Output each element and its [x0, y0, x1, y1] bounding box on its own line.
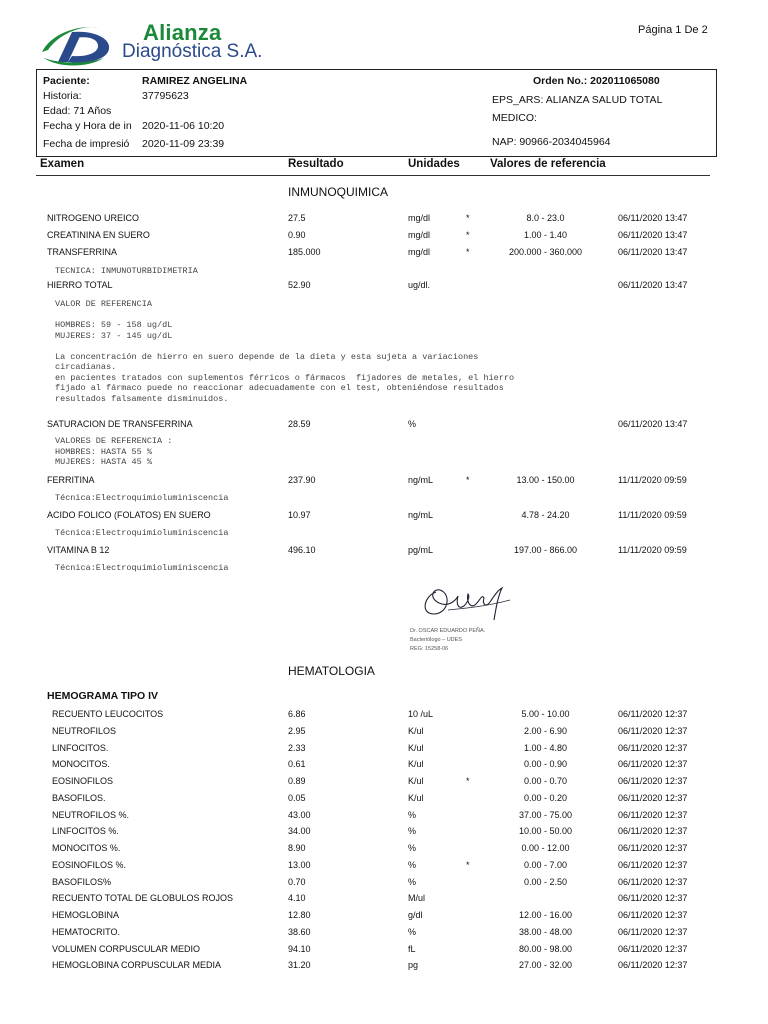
- exam-result: 27.5: [288, 213, 306, 223]
- table-row: [0, 545, 768, 559]
- exam-result: 13.00: [288, 859, 311, 870]
- exam-unit: fL: [408, 943, 416, 954]
- table-row: [0, 877, 768, 891]
- exam-unit: 10 /uL: [408, 709, 434, 719]
- exam-unit: mg/dl: [408, 247, 431, 257]
- eps-ars: EPS_ARS: ALIANZA SALUD TOTAL: [492, 94, 663, 106]
- exam-unit: ng/mL: [408, 475, 434, 485]
- exam-result: 6.86: [288, 709, 306, 719]
- reference-range: 10.00 - 50.00: [518, 826, 573, 837]
- historia-value: 37795623: [142, 90, 189, 102]
- result-date: 06/11/2020 13:47: [618, 419, 688, 429]
- exam-result: 2.33: [288, 742, 306, 753]
- col-examen: Examen: [40, 158, 85, 170]
- table-row: [0, 776, 768, 790]
- signature-name: Dr. OSCAR EDUARDO PEÑA.: [410, 628, 486, 634]
- table-row: [0, 419, 768, 433]
- table-row: [0, 759, 768, 773]
- exam-unit: K/ul: [408, 742, 424, 753]
- reference-range: 0.00 - 2.50: [523, 876, 568, 887]
- reference-range: 0.00 - 12.00: [521, 843, 570, 853]
- exam-result: 8.90: [288, 843, 306, 853]
- exam-name: EOSINOFILOS: [52, 776, 114, 786]
- exam-name: NEUTROFILOS %.: [52, 809, 130, 820]
- exam-result: 0.70: [288, 876, 306, 887]
- result-date: 06/11/2020 12:37: [618, 826, 688, 837]
- result-date: 11/11/2020 09:59: [618, 510, 687, 520]
- exam-result: 38.60: [288, 926, 311, 937]
- result-date: 06/11/2020 12:37: [618, 843, 688, 853]
- exam-unit: pg: [408, 960, 419, 971]
- orden-number: Orden No.: 202011065080: [533, 75, 660, 87]
- abnormal-flag: *: [466, 247, 470, 257]
- reference-range: 0.00 - 7.00: [523, 859, 568, 870]
- label-fecha-ingreso: Fecha y Hora de in: [43, 120, 132, 132]
- abnormal-flag: *: [466, 776, 470, 786]
- exam-result: 12.80: [288, 910, 311, 920]
- signature-icon: [418, 580, 518, 625]
- exam-name: HEMOGLOBINA: [52, 910, 120, 920]
- exam-unit: K/ul: [408, 776, 424, 786]
- section-hematologia: HEMATOLOGIA: [288, 664, 375, 678]
- table-row: [0, 475, 768, 489]
- note-hierro: VALOR DE REFERENCIA HOMBRES: 59 - 158 ug/dL MUJERES: 37 - 145 ug/dL La concentración de hierro en suero depende de la dieta y esta sujeta a variaciones circadianas. en pacientes tratados con suplementos férricos o fármacos fijadores de metales, el hierro fijado al fármaco puede no reaccionar adecuadamente con el test, obteniéndose resultados resultados falsamente disminuidos.: [55, 299, 515, 404]
- col-unidades: Unidades: [408, 158, 460, 170]
- exam-unit: %: [408, 876, 417, 887]
- result-date: 06/11/2020 12:37: [618, 742, 688, 753]
- exam-unit: M/ul: [408, 893, 426, 904]
- result-date: 06/11/2020 13:47: [618, 247, 688, 257]
- reference-range: 37.00 - 75.00: [518, 809, 573, 820]
- exam-name: SATURACION DE TRANSFERRINA: [47, 419, 193, 429]
- exam-name: EOSINOFILOS %.: [52, 859, 127, 870]
- exam-name: TRANSFERRINA: [47, 247, 118, 257]
- exam-result: 185.000: [288, 247, 321, 257]
- exam-name: MONOCITOS.: [52, 759, 110, 770]
- result-date: 11/11/2020 09:59: [618, 475, 687, 485]
- result-date: 06/11/2020 12:37: [618, 709, 688, 719]
- reference-range: 80.00 - 98.00: [518, 943, 573, 954]
- table-row: [0, 709, 768, 723]
- label-paciente: Paciente:: [43, 75, 90, 87]
- exam-name: BASOFILOS%: [52, 876, 112, 887]
- signature-title: Bacteriólogo – UDES: [410, 637, 462, 643]
- table-row: [0, 960, 768, 974]
- table-row: [0, 230, 768, 244]
- exam-unit: ng/mL: [408, 510, 434, 520]
- exam-unit: ug/dl.: [408, 280, 431, 290]
- note-saturacion: VALORES DE REFERENCIA : HOMBRES: HASTA 55 % MUJERES: HASTA 45 %: [55, 436, 173, 467]
- exam-unit: K/ul: [408, 759, 424, 770]
- table-row: [0, 810, 768, 824]
- reference-range: 5.00 - 10.00: [521, 709, 570, 719]
- nap: NAP: 90966-2034045964: [492, 136, 611, 148]
- exam-name: RECUENTO LEUCOCITOS: [52, 709, 164, 719]
- exam-name: LINFOCITOS %.: [52, 826, 119, 837]
- fecha-ingreso: 2020-11-06 10:20: [142, 120, 225, 132]
- exam-name: VOLUMEN CORPUSCULAR MEDIO: [52, 943, 201, 954]
- note-tecnica-inmuno: TECNICA: INMUNOTURBIDIMETRIA: [55, 266, 198, 276]
- result-date: 06/11/2020 12:37: [618, 759, 688, 770]
- reference-range: 38.00 - 48.00: [518, 926, 573, 937]
- table-row: [0, 910, 768, 924]
- table-row: [0, 843, 768, 857]
- section-inmunoquimica: INMUNOQUIMICA: [288, 185, 388, 199]
- exam-result: 2.95: [288, 725, 306, 736]
- exam-name: VITAMINA B 12: [47, 545, 110, 555]
- exam-name: HEMOGLOBINA CORPUSCULAR MEDIA: [52, 960, 222, 971]
- exam-name: RECUENTO TOTAL DE GLOBULOS ROJOS: [52, 893, 234, 904]
- result-date: 06/11/2020 12:37: [618, 926, 688, 937]
- alianza-logo-icon: [38, 18, 122, 68]
- result-date: 06/11/2020 13:47: [618, 280, 688, 290]
- exam-unit: K/ul: [408, 792, 424, 803]
- exam-result: 34.00: [288, 826, 311, 837]
- exam-result: 0.61: [288, 759, 306, 770]
- reference-range: 12.00 - 16.00: [518, 910, 573, 920]
- table-row: [0, 793, 768, 807]
- reference-range: 13.00 - 150.00: [516, 475, 575, 485]
- exam-unit: %: [408, 419, 417, 429]
- col-valores: Valores de referencia: [490, 158, 606, 170]
- result-date: 06/11/2020 13:47: [618, 213, 688, 223]
- table-row: [0, 280, 768, 294]
- result-date: 06/11/2020 12:37: [618, 893, 688, 904]
- table-row: [0, 826, 768, 840]
- page-number: Página 1 De 2: [638, 24, 708, 36]
- table-row: [0, 247, 768, 261]
- exam-name: NEUTROFILOS: [52, 725, 117, 736]
- result-date: 06/11/2020 13:47: [618, 230, 688, 240]
- exam-unit: %: [408, 926, 417, 937]
- reference-range: 200.000 - 360.000: [508, 247, 583, 257]
- fecha-impresion: 2020-11-09 23:39: [142, 138, 225, 150]
- table-row: [0, 510, 768, 524]
- label-fecha-impresion: Fecha de impresió: [43, 138, 130, 150]
- exam-name: BASOFILOS.: [52, 792, 106, 803]
- reference-range: 0.00 - 0.20: [523, 792, 568, 803]
- exam-name: FERRITINA: [47, 475, 95, 485]
- table-row: [0, 726, 768, 740]
- note-tecnica-ferritina: Técnica:Electroquimioluminiscencia: [55, 493, 229, 503]
- reference-range: 1.00 - 1.40: [523, 230, 568, 240]
- exam-name: NITROGENO UREICO: [47, 213, 140, 223]
- reference-range: 1.00 - 4.80: [523, 742, 568, 753]
- signature-reg: REG: 15258-06: [410, 646, 449, 652]
- result-date: 06/11/2020 12:37: [618, 792, 688, 803]
- table-row: [0, 860, 768, 874]
- exam-name: LINFOCITOS.: [52, 742, 109, 753]
- column-headers: [36, 157, 710, 176]
- result-date: 06/11/2020 12:37: [618, 910, 688, 920]
- reference-range: 8.0 - 23.0: [526, 213, 565, 223]
- abnormal-flag: *: [466, 475, 470, 485]
- exam-unit: mg/dl: [408, 230, 431, 240]
- exam-name: HEMATOCRITO.: [52, 926, 121, 937]
- exam-unit: pg/mL: [408, 545, 434, 555]
- patient-name: RAMIREZ ANGELINA: [142, 75, 248, 87]
- result-date: 06/11/2020 12:37: [618, 859, 688, 870]
- exam-result: 0.05: [288, 792, 306, 803]
- reference-range: 197.00 - 866.00: [513, 545, 578, 555]
- patient-header: [36, 69, 717, 157]
- reference-range: 27.00 - 32.00: [518, 960, 573, 971]
- exam-result: 0.90: [288, 230, 306, 240]
- table-row: [0, 213, 768, 227]
- result-date: 06/11/2020 12:37: [618, 876, 688, 887]
- reference-range: 4.78 - 24.20: [521, 510, 570, 520]
- reference-range: 0.00 - 0.70: [523, 776, 568, 786]
- exam-unit: %: [408, 826, 417, 837]
- result-date: 06/11/2020 12:37: [618, 809, 688, 820]
- label-historia: Historia:: [43, 90, 82, 102]
- exam-name: CREATININA EN SUERO: [47, 230, 150, 240]
- logo-name: Alianza: [143, 20, 222, 45]
- result-date: 06/11/2020 12:37: [618, 725, 688, 736]
- exam-name: HIERRO TOTAL: [47, 280, 113, 290]
- table-row: [0, 743, 768, 757]
- exam-unit: %: [408, 809, 417, 820]
- exam-result: 94.10: [288, 943, 311, 954]
- reference-range: 0.00 - 0.90: [523, 759, 568, 770]
- medico: MEDICO:: [492, 112, 537, 124]
- exam-name: ACIDO FOLICO (FOLATOS) EN SUERO: [47, 510, 211, 520]
- exam-result: 52.90: [288, 280, 311, 290]
- abnormal-flag: *: [466, 859, 470, 870]
- exam-unit: mg/dl: [408, 213, 431, 223]
- table-row: [0, 927, 768, 941]
- result-date: 06/11/2020 12:37: [618, 776, 688, 786]
- exam-result: 28.59: [288, 419, 311, 429]
- exam-result: 0.89: [288, 776, 306, 786]
- abnormal-flag: *: [466, 230, 470, 240]
- exam-result: 43.00: [288, 809, 311, 820]
- table-row: [0, 944, 768, 958]
- exam-unit: K/ul: [408, 725, 424, 736]
- note-tecnica-b12: Técnica:Electroquimioluminiscencia: [55, 563, 229, 573]
- col-resultado: Resultado: [288, 158, 344, 170]
- exam-unit: g/dl: [408, 910, 423, 920]
- result-date: 11/11/2020 09:59: [618, 545, 687, 555]
- exam-unit: %: [408, 843, 417, 853]
- group-hemograma: HEMOGRAMA TIPO IV: [47, 690, 159, 702]
- exam-result: 237.90: [288, 475, 316, 485]
- result-date: 06/11/2020 12:37: [618, 943, 688, 954]
- exam-result: 4.10: [288, 893, 306, 904]
- table-row: [0, 893, 768, 907]
- exam-unit: %: [408, 859, 417, 870]
- exam-result: 31.20: [288, 960, 311, 971]
- result-date: 06/11/2020 12:37: [618, 960, 688, 971]
- reference-range: 2.00 - 6.90: [523, 725, 568, 736]
- abnormal-flag: *: [466, 213, 470, 223]
- exam-result: 10.97: [288, 510, 311, 520]
- logo-subtitle: Diagnóstica S.A.: [122, 41, 263, 62]
- exam-name: MONOCITOS %.: [52, 843, 121, 853]
- exam-result: 496.10: [288, 545, 316, 555]
- edad: Edad: 71 Años: [43, 105, 112, 117]
- note-tecnica-folico: Técnica:Electroquimioluminiscencia: [55, 528, 229, 538]
